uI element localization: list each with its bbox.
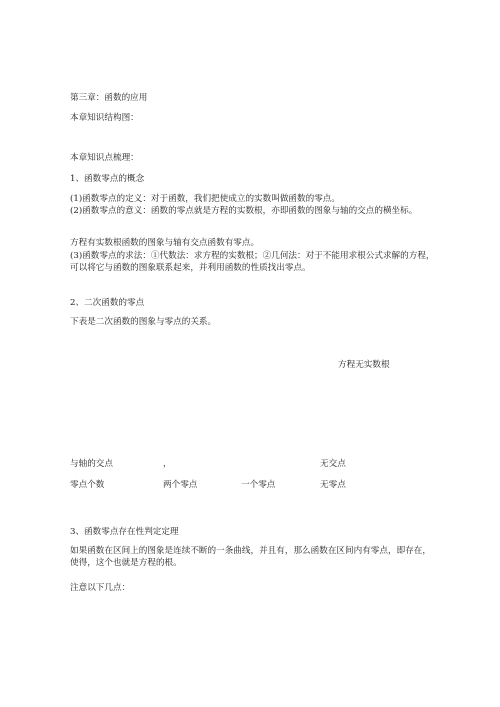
section-1-heading: 1、函数零点的概念 — [70, 174, 145, 184]
structure-label: 本章知识结构图： — [70, 113, 139, 123]
table-row2-col2: 一个零点 — [241, 480, 276, 490]
chapter-title: 第三章：函数的应用 — [70, 93, 148, 103]
section-1-item-2: (2)函数零点的意义：函数的零点就是方程的实数根，亦即函数的图象与轴的交点的横坐标。 — [70, 206, 418, 216]
summary-label: 本章知识点梳理： — [70, 153, 139, 163]
table-row1-col1: ， — [163, 459, 172, 469]
section-2-heading: 2、二次函数的零点 — [70, 298, 145, 308]
section-1-note: 方程有实数根函数的图象与轴有交点函数有零点。 — [70, 238, 260, 248]
table-row2-col3: 无零点 — [320, 480, 346, 490]
table-row1-label: 与轴的交点 — [70, 459, 113, 469]
section-1-item-3: (3)函数零点的求法：①代数法：求方程的实数根；②几何法：对于不能用求根公式求解的方程，可以将它与函数的图象联系起来，并利用函数的性质找出零点。 — [70, 251, 435, 273]
table-header-no-root: 方程无实数根 — [338, 360, 390, 370]
section-3-body: 如果函数在区间上的图象是连续不断的一条曲线，并且有，那么函数在区间内有零点，即存在，使得，这个也就是方程的根。 — [70, 546, 431, 568]
section-1-item-1: (1)函数零点的定义：对于函数，我们把使成立的实数叫做函数的零点。 — [70, 194, 340, 204]
table-row2-col1: 两个零点 — [163, 480, 198, 490]
table-row1-col3: 无交点 — [320, 459, 346, 469]
table-row2-label: 零点个数 — [70, 480, 105, 490]
section-2-intro: 下表是二次函数的图象与零点的关系。 — [70, 317, 217, 327]
section-3-note-label: 注意以下几点： — [70, 583, 131, 593]
section-3-heading: 3、函数零点存在性判定定理 — [70, 527, 179, 537]
